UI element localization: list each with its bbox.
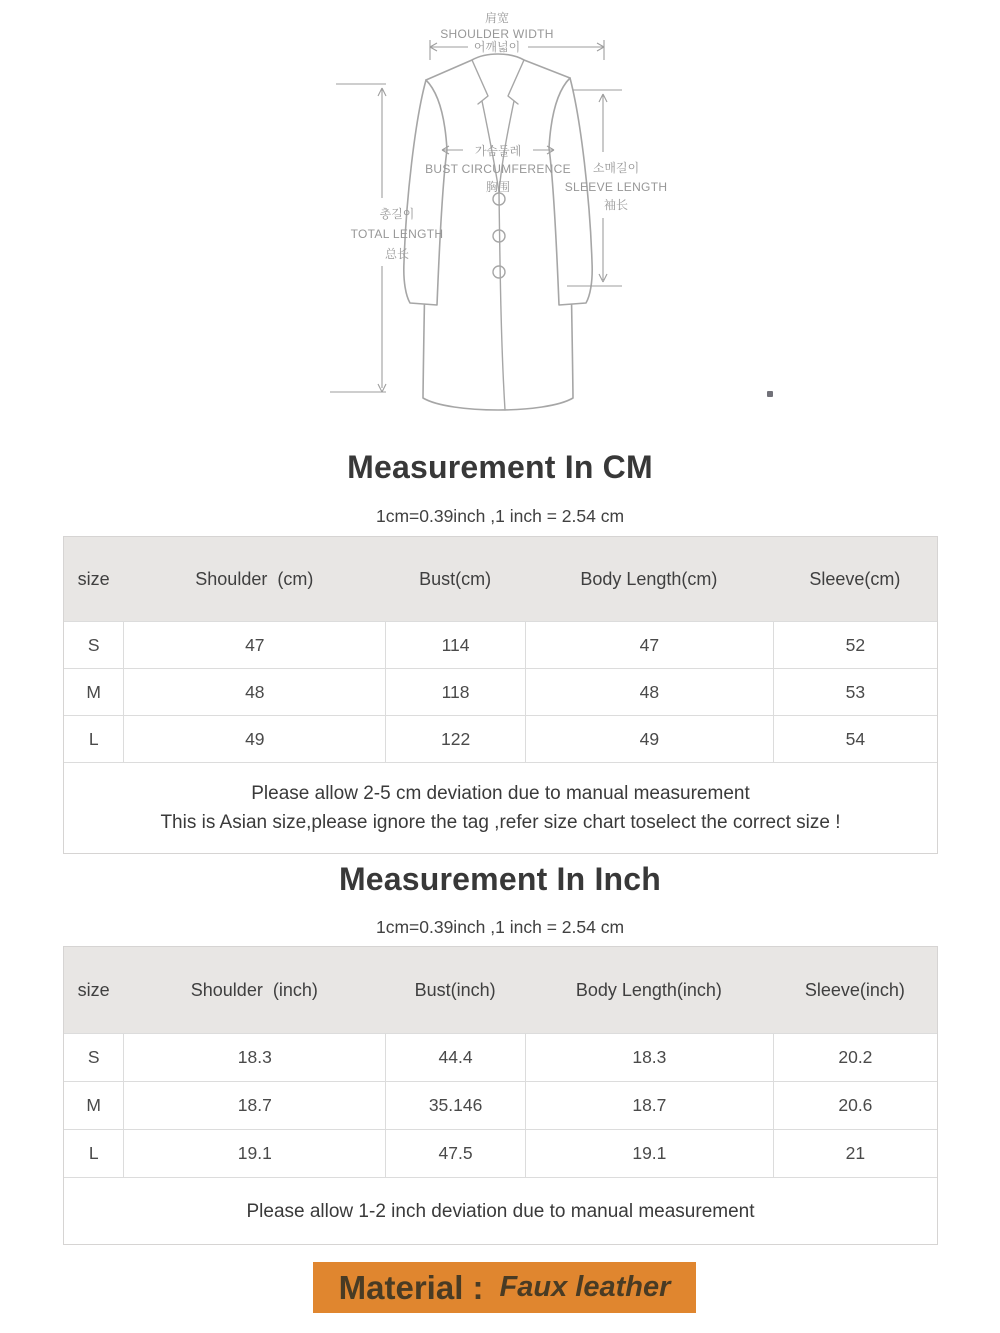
cell-size: S [87,634,100,655]
note-line: This is Asian size,please ignore the tag ,refer size chart toselect the correct size ! [160,812,841,833]
sleeve-length-label-en: SLEEVE LENGTH [564,180,668,194]
total-length-label-cn: 总长 [384,247,410,261]
table-row-l [64,1129,937,1177]
cell-body-length: 48 [525,669,773,715]
table-row-l [64,715,937,762]
cm-size-table [63,536,938,854]
cell-bust: 114 [385,622,525,668]
cell-bust: 118 [385,669,525,715]
column-header-size: size [77,979,110,1000]
note-line: Please allow 2-5 cm deviation due to manual measurement [251,783,750,804]
cell-shoulder: 47 [123,622,385,668]
cm-table-notes [64,762,937,853]
shoulder-width-label-kr: 어깨넓이 [473,40,521,54]
total-length-label-en: TOTAL LENGTH [350,227,444,241]
column-header-body-length: Body Length(inch) [575,979,722,1000]
inch-section-title: Measurement In Inch [338,861,662,897]
cell-size: S [87,1047,100,1067]
inch-section-subtitle: 1cm=0.39inch ,1 inch = 2.54 cm [375,917,625,937]
inch-table-header-row [64,947,937,1033]
material-label: Material : [338,1268,484,1306]
cell-bust: 44.4 [385,1034,525,1081]
cell-shoulder: 49 [123,716,385,762]
table-row-s [64,621,937,668]
cell-body-length: 18.7 [525,1082,773,1129]
cell-size: M [86,681,101,702]
cell-body-length: 47 [525,622,773,668]
image-artifact-speck [767,391,773,397]
table-row-m [64,1081,937,1129]
cell-size: M [86,1095,101,1115]
material-banner [313,1262,696,1313]
cell-bust: 47.5 [385,1130,525,1177]
sleeve-length-label-cn: 袖长 [603,198,629,212]
cell-sleeve: 54 [773,716,937,762]
column-header-shoulder: Shoulder (cm) [195,568,314,589]
coat-measurement-diagram [320,0,680,435]
cell-sleeve: 21 [773,1130,937,1177]
table-row-s [64,1033,937,1081]
cell-sleeve: 20.2 [773,1034,937,1081]
cell-shoulder: 48 [123,669,385,715]
coat-body-outline [423,54,573,410]
inch-size-table [63,946,938,1245]
column-header-body-length: Body Length(cm) [580,568,718,589]
cm-table-header-row [64,537,937,621]
cm-section-title: Measurement In CM [347,449,653,485]
column-header-shoulder: Shoulder (inch) [190,979,318,1000]
column-header-sleeve: Sleeve(cm) [809,568,901,589]
cell-size: L [88,1143,99,1163]
inch-table-notes [64,1177,937,1244]
column-header-bust: Bust(cm) [419,568,492,589]
cm-section-subtitle: 1cm=0.39inch ,1 inch = 2.54 cm [375,506,625,526]
column-header-size: size [77,568,110,589]
total-length-label-kr: 총길이 [379,207,415,221]
bust-label-en: BUST CIRCUMFERENCE [425,162,571,176]
shoulder-width-label-cn: 肩宽 [484,11,510,25]
column-header-bust: Bust(inch) [414,979,496,1000]
cell-bust: 35.146 [385,1082,525,1129]
column-header-sleeve: Sleeve(inch) [804,979,905,1000]
cell-shoulder: 18.3 [123,1034,385,1081]
cell-body-length: 19.1 [525,1130,773,1177]
material-value: Faux leather [499,1271,671,1303]
cell-shoulder: 19.1 [123,1130,385,1177]
cell-sleeve: 52 [773,622,937,668]
cell-shoulder: 18.7 [123,1082,385,1129]
bust-label-kr: 가슴둘레 [474,144,522,158]
note-line: Please allow 1-2 inch deviation due to manual measurement [246,1200,755,1222]
cell-size: L [88,728,99,749]
cell-sleeve: 53 [773,669,937,715]
cell-bust: 122 [385,716,525,762]
cell-sleeve: 20.6 [773,1082,937,1129]
shoulder-width-label-en: SHOULDER WIDTH [440,27,554,41]
table-row-m [64,668,937,715]
sleeve-length-label-kr: 소매길이 [592,161,640,175]
cell-body-length: 49 [525,716,773,762]
bust-label-cn: 胸围 [485,180,511,194]
cell-body-length: 18.3 [525,1034,773,1081]
